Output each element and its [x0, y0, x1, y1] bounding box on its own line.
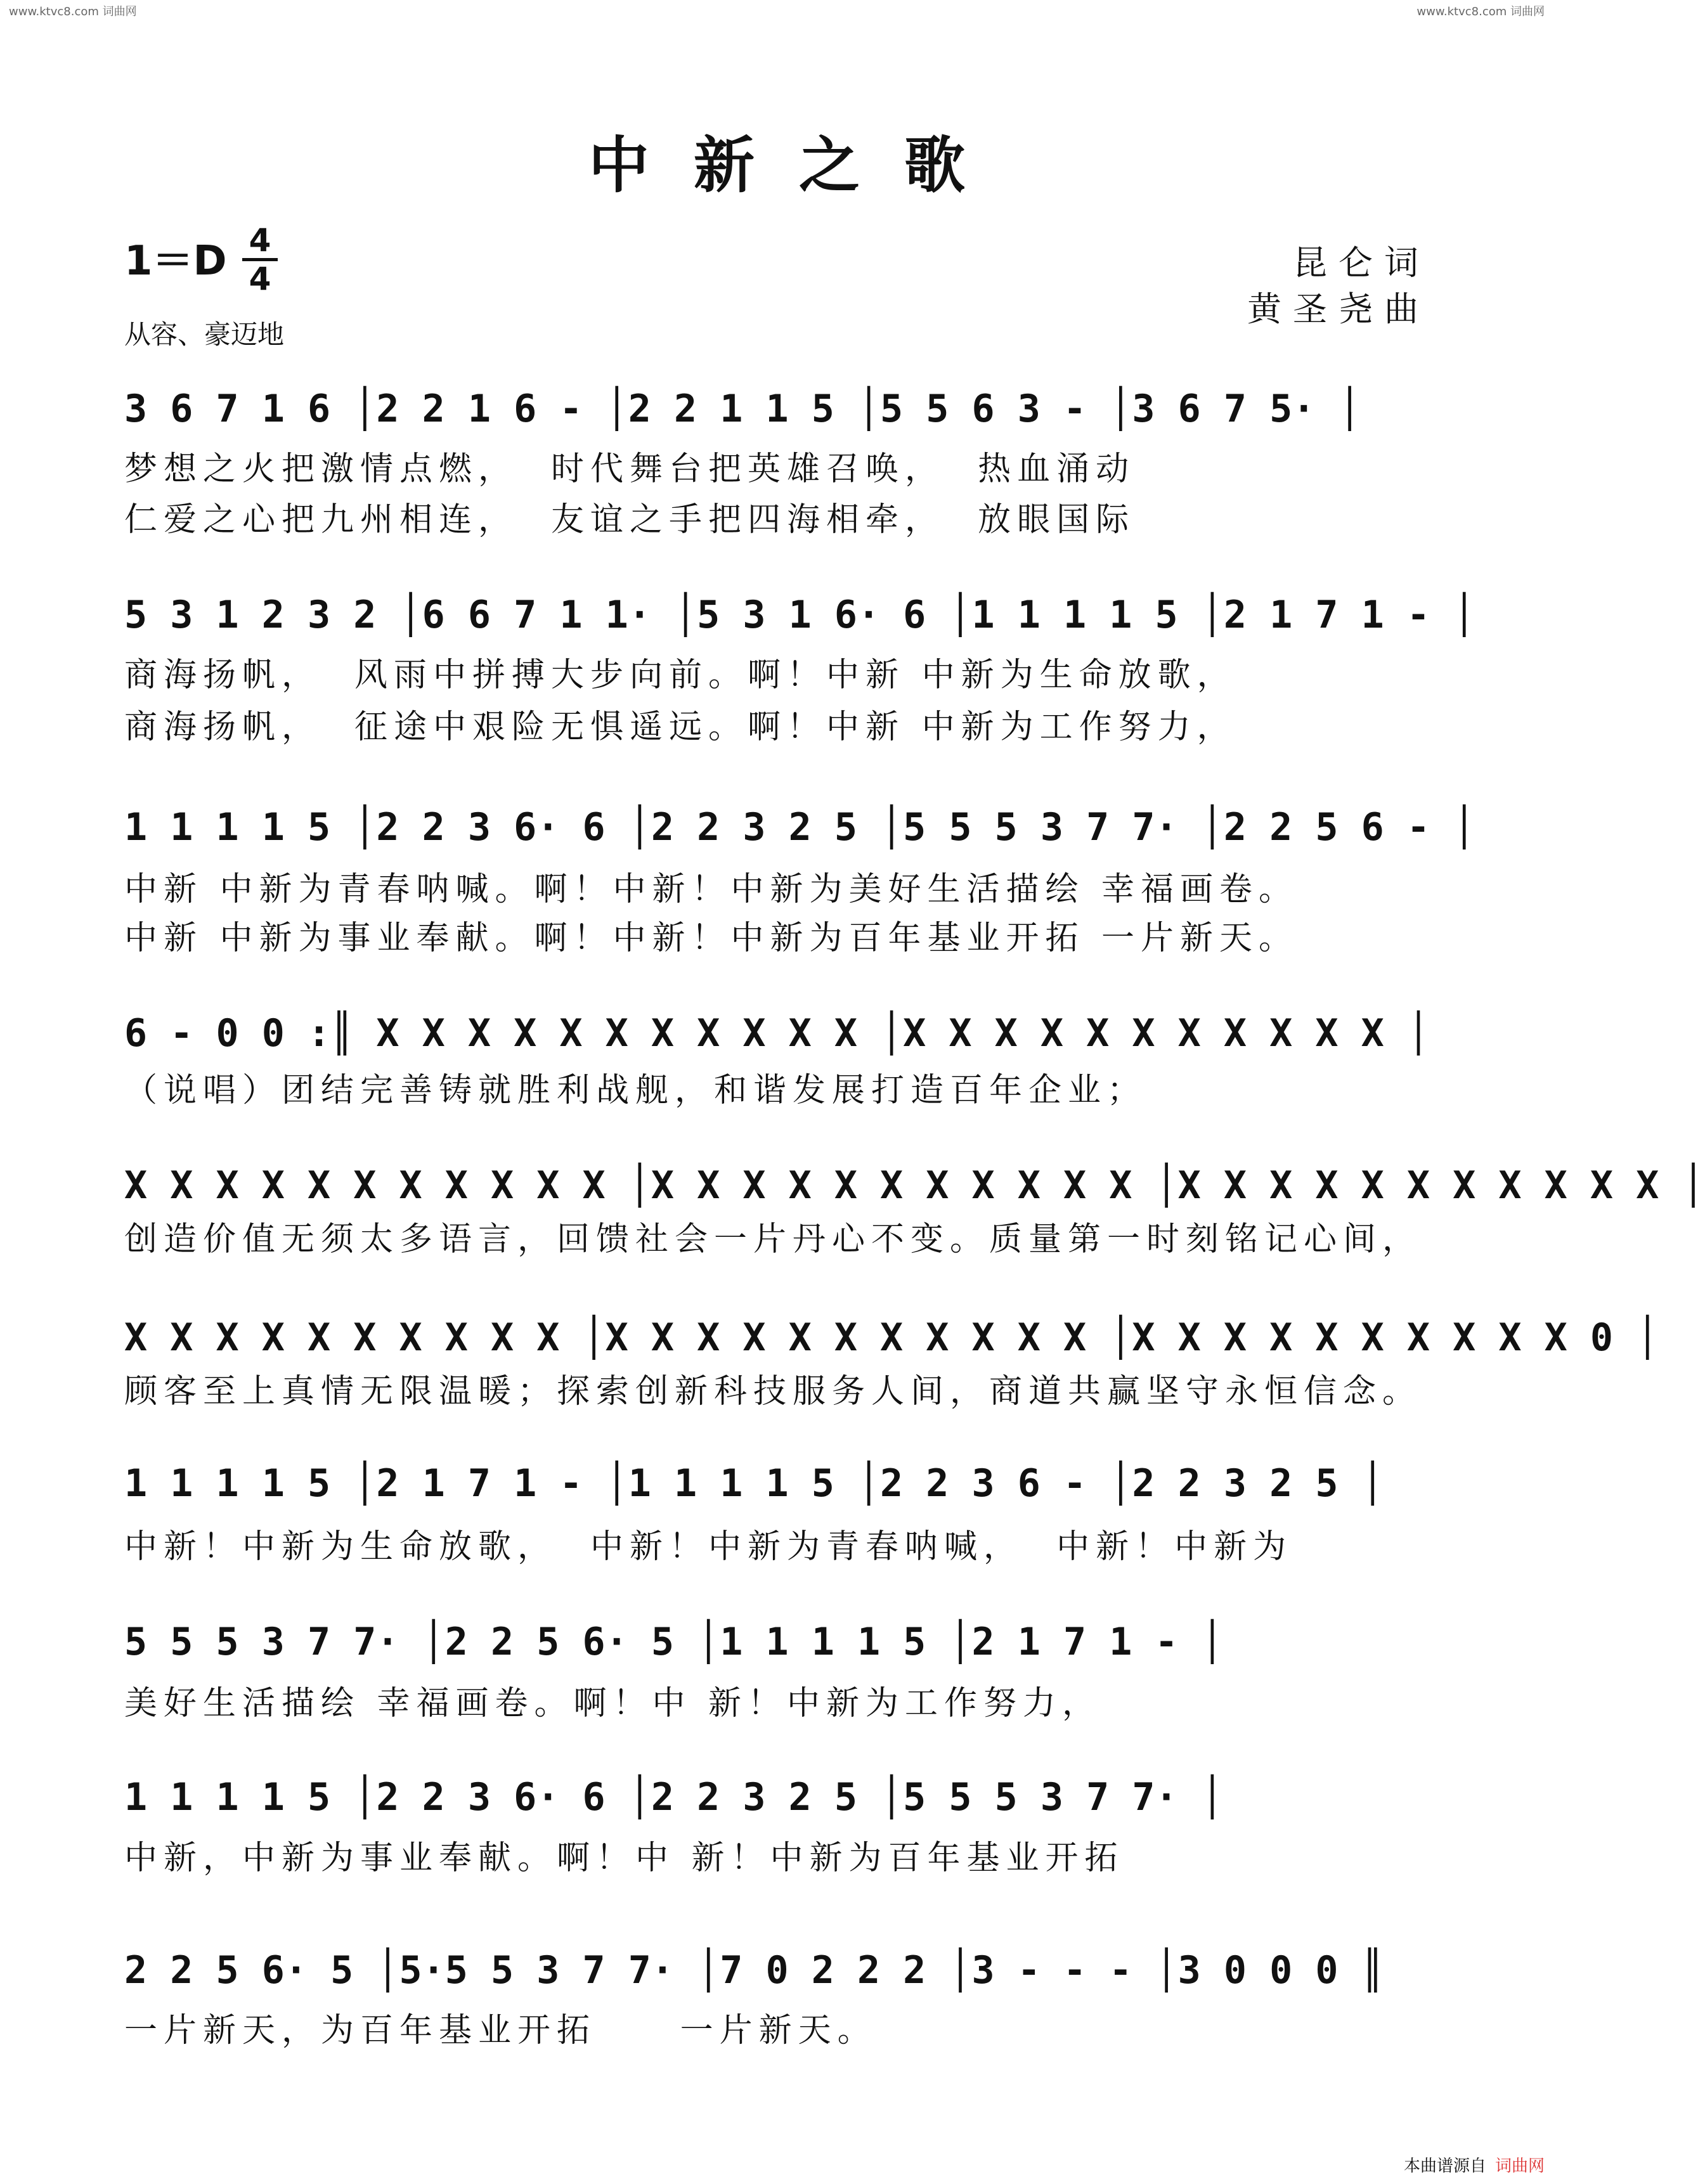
song-title: 中新之歌 — [588, 129, 1009, 201]
lyric-rap: 创造价值无须太多语言，回馈社会一片丹心不变。质量第一时刻铭记心间， — [124, 1220, 1422, 1258]
lyric-chorus: 中新！中新为生命放歌， 中新！中新为青春呐喊， 中新！中新为 — [124, 1528, 1293, 1566]
time-signature — [242, 224, 278, 295]
lyric-chorus: 美好生活描绘 幸福画卷。啊！中 新！中新为工作努力， — [124, 1684, 1102, 1722]
lyric-ending: 一片新天，为百年基业开拓 一片新天。 — [124, 2012, 877, 2050]
tempo-marking: 从容、豪迈地 — [124, 319, 285, 350]
time-signature-bottom: 4 — [249, 261, 271, 297]
lyric-verse-2: 中新 中新为事业奉献。啊！中新！中新为百年基业开拓 一片新天。 — [124, 919, 1299, 957]
notation-line: X X X X X X X X X X │X X X X X X X X X X X │X X X X X X X X X X 0 │ — [124, 1315, 1659, 1360]
notation-line: 3 6 7 1 6 │2 2 1 6 - │2 2 1 1 5 │5 5 6 3 - │3 6 7 5· │ — [124, 387, 1361, 431]
notation-line: X X X X X X X X X X X │X X X X X X X X X X X │X X X X X X X X X X X │ — [124, 1163, 1705, 1208]
source-footer — [1404, 2153, 1545, 2176]
lyric-rap: 顾客至上真情无限温暖；探索创新科技服务人间，商道共赢坚守永恒信念。 — [124, 1373, 1422, 1411]
lyric-verse-1: 梦想之火把激情点燃， 时代舞台把英雄召唤， 热血涌动 — [124, 450, 1136, 488]
notation-line: 6 - 0 0 :║ X X X X X X X X X X X │X X X X X X X X X X X │ — [124, 1011, 1430, 1056]
header-site-right: www.ktvc8.com 词曲网 — [1417, 5, 1545, 18]
lyric-verse-2: 仁爱之心把九州相连， 友谊之手把四海相牵， 放眼国际 — [124, 501, 1136, 539]
notation-line: 1 1 1 1 5 │2 2 3 6· 6 │2 2 3 2 5 │5 5 5 3 7 7· │2 2 5 6 - │ — [124, 805, 1476, 850]
notation-line: 1 1 1 1 5 │2 2 3 6· 6 │2 2 3 2 5 │5 5 5 3 7 7· │ — [124, 1775, 1224, 1819]
source-text: 本曲谱源自 — [1403, 2157, 1486, 2176]
composer-credit: 黄圣尧曲 — [1247, 289, 1430, 329]
lyric-verse-1: 中新 中新为青春呐喊。啊！中新！中新为美好生活描绘 幸福画卷。 — [124, 870, 1299, 908]
notation-line: 2 2 5 6· 5 │5·5 5 3 7 7· │7 0 2 2 2 │3 - - - │3 0 0 0 ║ — [124, 1948, 1384, 1993]
time-signature-top: 4 — [249, 222, 271, 259]
header-site-left: www.ktvc8.com 词曲网 — [9, 5, 137, 18]
lyric-verse-1: 商海扬帆， 风雨中拼搏大步向前。啊！中新 中新为生命放歌， — [124, 656, 1236, 694]
notation-line: 5 5 5 3 7 7· │2 2 5 6· 5 │1 1 1 1 5 │2 1 7 1 - │ — [124, 1620, 1224, 1664]
lyric-verse-2: 商海扬帆， 征途中艰险无惧遥远。啊！中新 中新为工作努力， — [124, 708, 1236, 746]
notation-line: 5 3 1 2 3 2 │6 6 7 1 1· │5 3 1 6· 6 │1 1 1 1 5 │2 1 7 1 - │ — [124, 593, 1476, 637]
key-signature: 1＝D — [124, 238, 227, 285]
notation-line: 1 1 1 1 5 │2 1 7 1 - │1 1 1 1 5 │2 2 3 6 - │2 2 3 2 5 │ — [124, 1461, 1384, 1506]
lyric-chorus: 中新，中新为事业奉献。啊！中 新！中新为百年基业开拓 — [124, 1839, 1124, 1877]
lyric-rap: （说唱）团结完善铸就胜利战舰，和谐发展打造百年企业； — [124, 1071, 1147, 1109]
source-brand-link[interactable]: 词曲网 — [1494, 2157, 1545, 2176]
lyricist-credit: 昆仑词 — [1293, 243, 1430, 283]
